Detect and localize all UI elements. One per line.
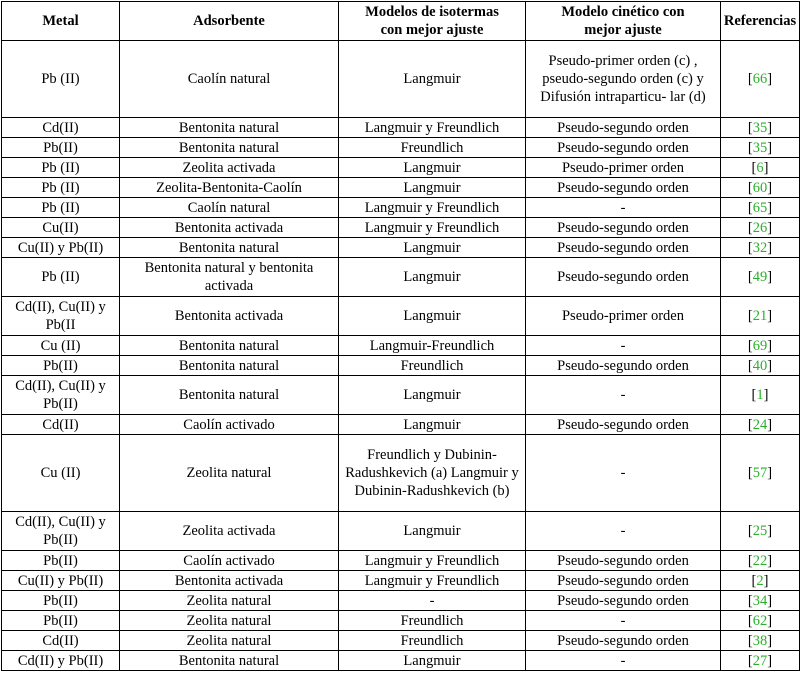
- adsorbent-cell: Zeolita natural: [120, 435, 339, 512]
- adsorbent-cell: Bentonita activada: [120, 297, 339, 336]
- table-row: [2, 297, 800, 336]
- table-row: [2, 571, 800, 591]
- kinetic-cell: Pseudo-segundo orden: [526, 415, 721, 435]
- reference-link[interactable]: 26: [752, 219, 768, 236]
- reference-link[interactable]: 21: [752, 308, 768, 324]
- reference-link[interactable]: 35: [752, 119, 768, 136]
- reference-link[interactable]: 24: [752, 416, 768, 433]
- metal-cell: Cu (II): [2, 336, 120, 356]
- reference-cell: [32]: [721, 238, 800, 258]
- kinetic-cell: Pseudo-segundo orden: [526, 138, 721, 158]
- reference-cell: [24]: [721, 415, 800, 435]
- header-references: Referencias: [721, 2, 800, 41]
- kinetic-cell: Pseudo-segundo orden: [526, 118, 721, 138]
- reference-cell: [25]: [721, 512, 800, 551]
- metal-cell: Cd(II), Cu(II) y Pb(II): [2, 512, 120, 551]
- metal-cell: Pb(II): [2, 356, 120, 376]
- isotherm-cell: Langmuir: [339, 297, 526, 336]
- adsorbent-cell: Zeolita natural: [120, 591, 339, 611]
- table-row: [2, 611, 800, 631]
- kinetic-cell: Pseudo-segundo orden: [526, 178, 721, 198]
- reference-cell: [69]: [721, 336, 800, 356]
- isotherm-cell: Langmuir: [339, 178, 526, 198]
- isotherm-cell: Langmuir y Freundlich: [339, 571, 526, 591]
- reference-link[interactable]: 35: [752, 139, 768, 156]
- adsorbent-cell: Bentonita natural: [120, 336, 339, 356]
- table-row: [2, 138, 800, 158]
- reference-cell: [1]: [721, 376, 800, 415]
- kinetic-cell: -: [526, 198, 721, 218]
- table-row: [2, 258, 800, 297]
- adsorbent-cell: Bentonita activada: [120, 218, 339, 238]
- kinetic-cell: Pseudo-segundo orden: [526, 631, 721, 651]
- reference-link[interactable]: 6: [756, 159, 764, 176]
- isotherm-cell: Freundlich: [339, 631, 526, 651]
- isotherm-cell: Freundlich: [339, 138, 526, 158]
- reference-cell: [27]: [721, 651, 800, 671]
- reference-link[interactable]: 65: [752, 199, 768, 216]
- isotherm-cell: Langmuir y Freundlich: [339, 198, 526, 218]
- kinetic-cell: -: [526, 336, 721, 356]
- metal-cell: Pb (II): [2, 178, 120, 198]
- table-row: [2, 631, 800, 651]
- isotherm-cell: Langmuir: [339, 512, 526, 551]
- kinetic-cell: Pseudo-segundo orden: [526, 591, 721, 611]
- reference-link[interactable]: 34: [752, 592, 768, 609]
- metal-cell: Cd(II): [2, 118, 120, 138]
- metal-cell: Pb (II): [2, 258, 120, 297]
- reference-link[interactable]: 66: [752, 71, 768, 87]
- kinetic-cell: Pseudo-primer orden: [526, 297, 721, 336]
- reference-cell: [49]: [721, 258, 800, 297]
- kinetic-cell: Pseudo-segundo orden: [526, 218, 721, 238]
- table-row: [2, 118, 800, 138]
- isotherm-cell: Freundlich y Dubinin- Radushkevich (a) Langmuir y Dubinin-Radushkevich (b): [339, 435, 526, 512]
- reference-cell: [35]: [721, 118, 800, 138]
- kinetic-cell: Pseudo-primer orden: [526, 158, 721, 178]
- reference-cell: [60]: [721, 178, 800, 198]
- header-adsorbent: Adsorbente: [120, 2, 339, 41]
- isotherm-cell: Langmuir: [339, 238, 526, 258]
- reference-link[interactable]: 27: [752, 652, 768, 669]
- metal-cell: Cd(II) y Pb(II): [2, 651, 120, 671]
- reference-cell: [6]: [721, 158, 800, 178]
- metal-cell: Cu(II): [2, 218, 120, 238]
- table-row: [2, 551, 800, 571]
- table-row: [2, 198, 800, 218]
- header-isotherm: Modelos de isotermas con mejor ajuste: [339, 2, 526, 41]
- kinetic-cell: -: [526, 376, 721, 415]
- reference-link[interactable]: 38: [752, 632, 768, 649]
- table-row: [2, 356, 800, 376]
- kinetic-cell: -: [526, 651, 721, 671]
- table-row: [2, 435, 800, 512]
- adsorbent-cell: Zeolita activada: [120, 158, 339, 178]
- table-row: [2, 218, 800, 238]
- metal-cell: Pb(II): [2, 138, 120, 158]
- kinetic-cell: Pseudo-segundo orden: [526, 238, 721, 258]
- adsorbent-cell: Zeolita activada: [120, 512, 339, 551]
- adsorbent-cell: Bentonita natural y bentonita activada: [120, 258, 339, 297]
- reference-link[interactable]: 2: [756, 572, 764, 589]
- metal-cell: Pb(II): [2, 611, 120, 631]
- metal-cell: Cu(II) y Pb(II): [2, 238, 120, 258]
- metal-cell: Cd(II): [2, 631, 120, 651]
- reference-link[interactable]: 57: [752, 465, 768, 481]
- isotherm-cell: Langmuir: [339, 376, 526, 415]
- reference-cell: [38]: [721, 631, 800, 651]
- kinetic-cell: Pseudo-primer orden (c) , pseudo-segundo orden (c) y Difusión intraparticu- lar (d): [526, 41, 721, 118]
- kinetic-cell: -: [526, 512, 721, 551]
- reference-cell: [62]: [721, 611, 800, 631]
- table-row: [2, 158, 800, 178]
- reference-cell: [66]: [721, 41, 800, 118]
- metal-cell: Pb (II): [2, 41, 120, 118]
- kinetic-cell: -: [526, 435, 721, 512]
- table-row: [2, 41, 800, 118]
- adsorbent-cell: Bentonita natural: [120, 138, 339, 158]
- adsorbent-cell: Caolín activado: [120, 551, 339, 571]
- kinetic-cell: Pseudo-segundo orden: [526, 356, 721, 376]
- isotherm-cell: Langmuir: [339, 415, 526, 435]
- isotherm-cell: Langmuir: [339, 651, 526, 671]
- header-metal: Metal: [2, 2, 120, 41]
- adsorbent-cell: Bentonita natural: [120, 238, 339, 258]
- reference-link[interactable]: 62: [752, 612, 768, 629]
- metal-cell: Cu(II) y Pb(II): [2, 571, 120, 591]
- metal-cell: Cd(II), Cu(II) y Pb(II): [2, 376, 120, 415]
- reference-link[interactable]: 32: [752, 239, 768, 256]
- reference-cell: [34]: [721, 591, 800, 611]
- table-row: [2, 591, 800, 611]
- reference-cell: [22]: [721, 551, 800, 571]
- isotherm-cell: Langmuir y Freundlich: [339, 551, 526, 571]
- table-row: [2, 178, 800, 198]
- table-row: [2, 238, 800, 258]
- adsorbent-cell: Bentonita natural: [120, 118, 339, 138]
- reference-link[interactable]: 25: [752, 523, 768, 539]
- reference-link[interactable]: 40: [752, 357, 768, 374]
- kinetic-cell: -: [526, 611, 721, 631]
- header-row: [2, 2, 800, 41]
- adsorbent-cell: Bentonita natural: [120, 376, 339, 415]
- header-kinetic: Modelo cinético con mejor ajuste: [526, 2, 721, 41]
- metal-cell: Pb (II): [2, 198, 120, 218]
- isotherm-cell: Langmuir y Freundlich: [339, 218, 526, 238]
- adsorbent-cell: Zeolita-Bentonita-Caolín: [120, 178, 339, 198]
- table-row: [2, 651, 800, 671]
- isotherm-cell: Langmuir: [339, 41, 526, 118]
- adsorbent-cell: Bentonita natural: [120, 651, 339, 671]
- reference-link[interactable]: 1: [756, 387, 764, 403]
- isotherm-cell: -: [339, 591, 526, 611]
- table-row: [2, 512, 800, 551]
- reference-cell: [26]: [721, 218, 800, 238]
- table-row: [2, 376, 800, 415]
- metal-cell: Pb(II): [2, 591, 120, 611]
- metal-cell: Cu (II): [2, 435, 120, 512]
- reference-link[interactable]: 22: [752, 552, 768, 569]
- metal-cell: Pb (II): [2, 158, 120, 178]
- isotherm-cell: Langmuir-Freundlich: [339, 336, 526, 356]
- reference-cell: [57]: [721, 435, 800, 512]
- isotherm-cell: Langmuir: [339, 158, 526, 178]
- adsorbent-cell: Zeolita natural: [120, 631, 339, 651]
- reference-cell: [21]: [721, 297, 800, 336]
- reference-cell: [35]: [721, 138, 800, 158]
- table-row: [2, 336, 800, 356]
- adsorbent-cell: Bentonita natural: [120, 356, 339, 376]
- kinetic-cell: Pseudo-segundo orden: [526, 258, 721, 297]
- metal-cell: Cd(II), Cu(II) y Pb(II: [2, 297, 120, 336]
- table-row: [2, 415, 800, 435]
- adsorbent-cell: Caolín natural: [120, 198, 339, 218]
- reference-cell: [40]: [721, 356, 800, 376]
- isotherm-cell: Freundlich: [339, 356, 526, 376]
- adsorption-table: [1, 1, 800, 671]
- adsorbent-cell: Bentonita activada: [120, 571, 339, 591]
- isotherm-cell: Langmuir y Freundlich: [339, 118, 526, 138]
- adsorbent-cell: Caolín activado: [120, 415, 339, 435]
- isotherm-cell: Langmuir: [339, 258, 526, 297]
- isotherm-cell: Freundlich: [339, 611, 526, 631]
- metal-cell: Cd(II): [2, 415, 120, 435]
- reference-link[interactable]: 69: [752, 337, 768, 354]
- reference-link[interactable]: 49: [752, 269, 768, 285]
- metal-cell: Pb(II): [2, 551, 120, 571]
- adsorbent-cell: Caolín natural: [120, 41, 339, 118]
- adsorbent-cell: Zeolita natural: [120, 611, 339, 631]
- reference-cell: [65]: [721, 198, 800, 218]
- reference-cell: [2]: [721, 571, 800, 591]
- kinetic-cell: Pseudo-segundo orden: [526, 571, 721, 591]
- kinetic-cell: Pseudo-segundo orden: [526, 551, 721, 571]
- reference-link[interactable]: 60: [752, 179, 768, 196]
